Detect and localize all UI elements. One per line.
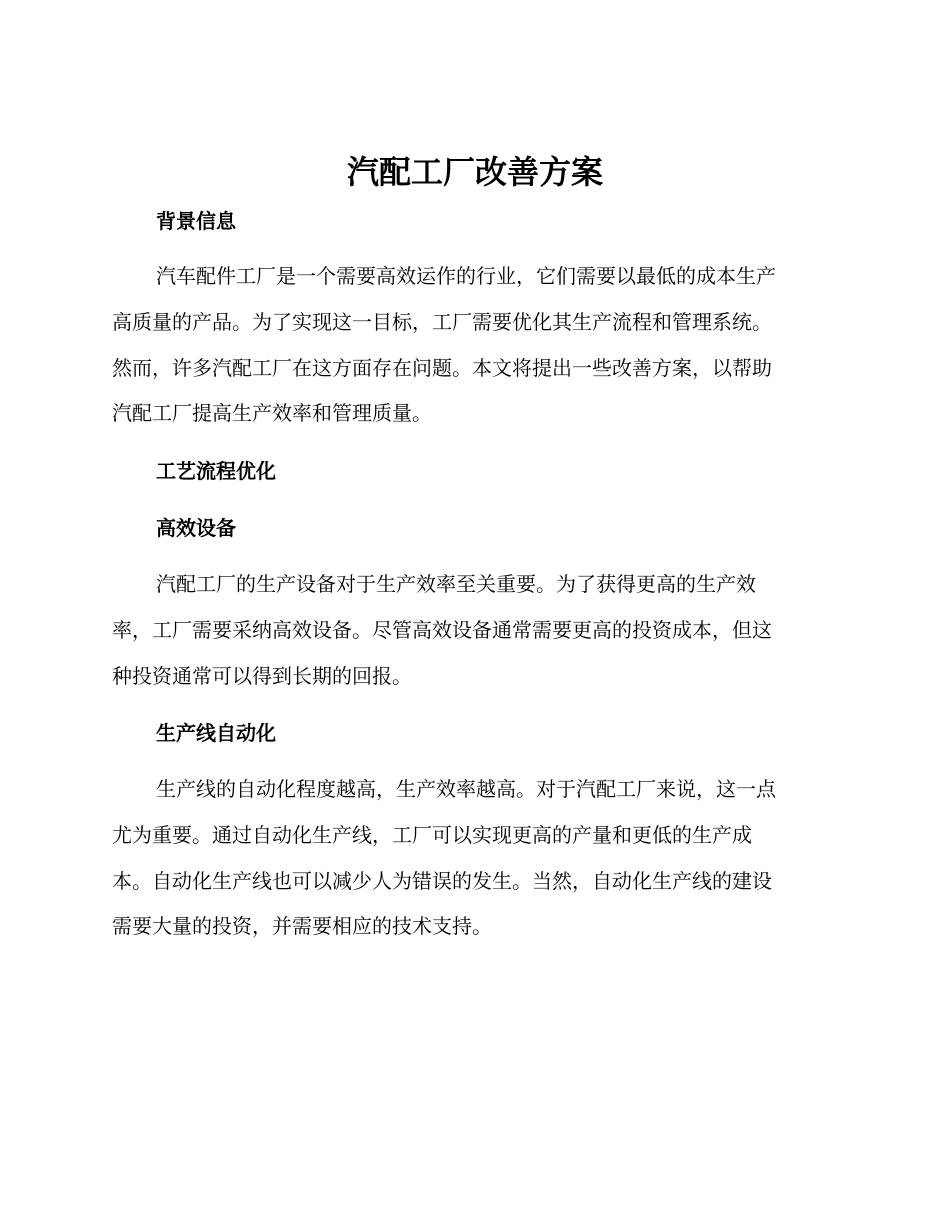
paragraph-line: 需要大量的投资，并需要相应的技术支持。 [112,914,492,939]
paragraph-line: 率，工厂需要采纳高效设备。尽管高效设备通常需要更高的投资成本，但这 [112,617,772,642]
paragraph-line: 种投资通常可以得到长期的回报。 [112,663,412,688]
paragraph-line: 尤为重要。通过自动化生产线，工厂可以实现更高的产量和更低的生产成 [112,822,752,847]
section-heading-efficient-equipment: 高效设备 [156,516,236,540]
paragraph-line: 汽车配件工厂是一个需要高效运作的行业，它们需要以最低的成本生产 [156,264,776,288]
section-heading-process-optimization: 工艺流程优化 [156,459,276,483]
paragraph-line: 汽配工厂提高生产效率和管理质量。 [112,401,432,426]
section-heading-background: 背景信息 [156,209,236,233]
section-heading-line-automation: 生产线自动化 [156,721,276,745]
paragraph-line: 汽配工厂的生产设备对于生产效率至关重要。为了获得更高的生产效 [156,572,756,596]
paragraph-line: 然而，许多汽配工厂在这方面存在问题。本文将提出一些改善方案，以帮助 [112,355,772,380]
paragraph-background [112,254,832,437]
paragraph-line-automation [112,767,832,950]
paragraph-efficient-equipment [112,562,832,699]
paragraph-line: 生产线的自动化程度越高，生产效率越高。对于汽配工厂来说，这一点 [156,777,776,801]
paragraph-line: 高质量的产品。为了实现这一目标，工厂需要优化其生产流程和管理系统。 [112,309,772,334]
paragraph-line: 本。自动化生产线也可以减少人为错误的发生。当然，自动化生产线的建设 [112,868,772,893]
document-title: 汽配工厂改善方案 [346,153,603,191]
